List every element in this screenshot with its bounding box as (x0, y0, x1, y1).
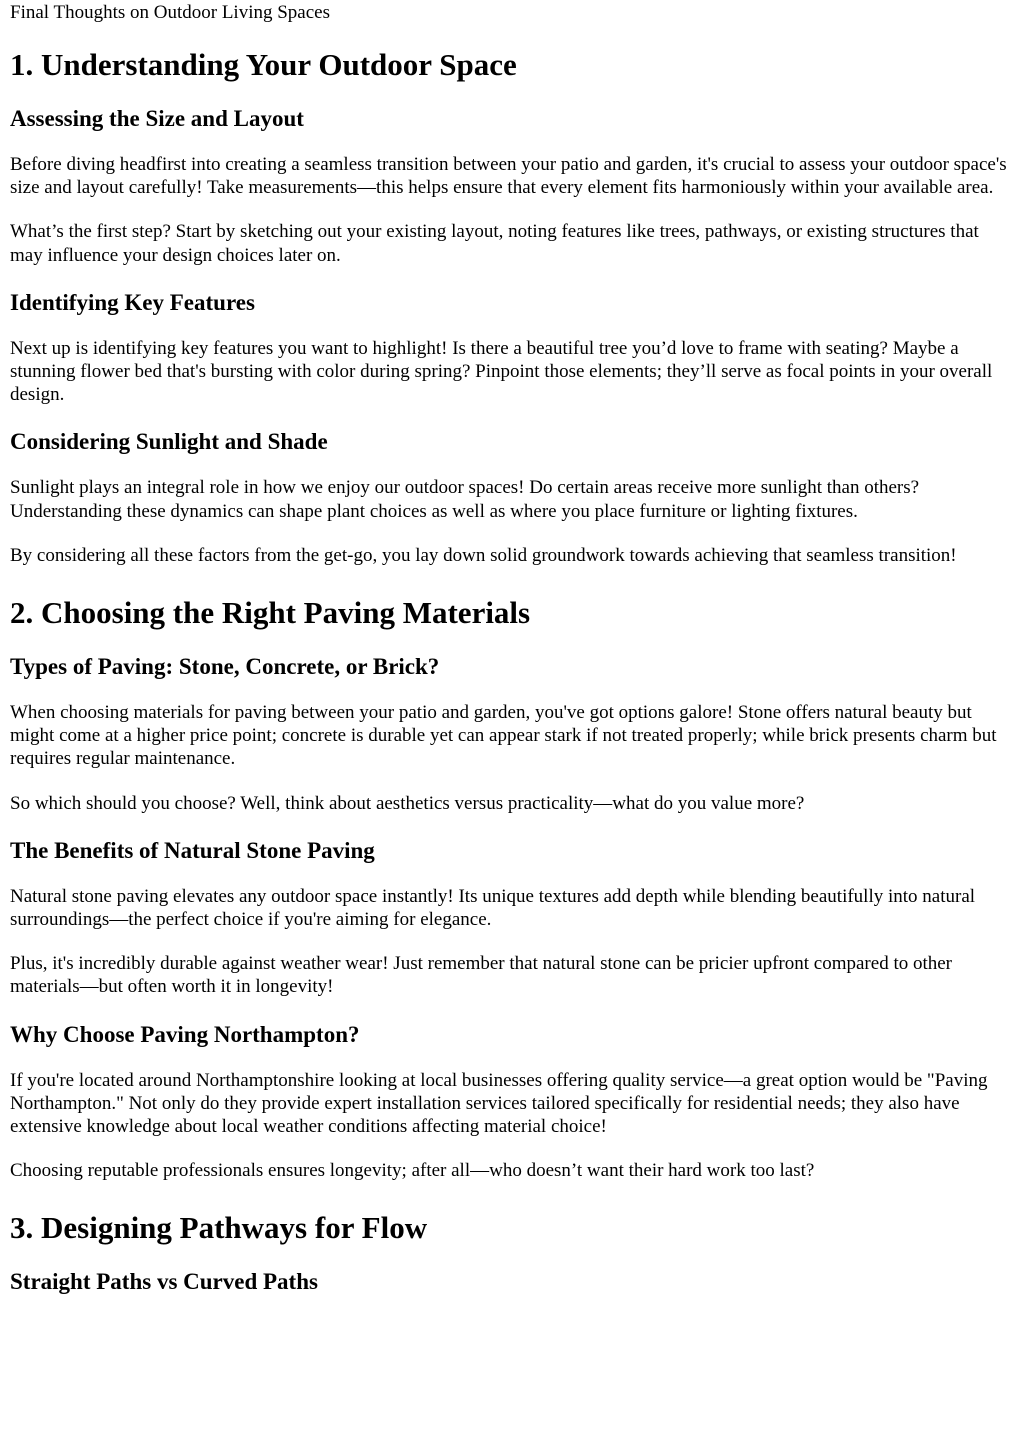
subsection-title-paving-types: Types of Paving: Stone, Concrete, or Brick? (10, 654, 440, 680)
paragraph-paving-types-1: When choosing materials for paving between your patio and garden, you've got options galore! Stone offers natural beauty but might come at a higher price point; concrete is durable yet can appear stark if not treated properly; while brick presents charm but requires regular maintenance. (10, 702, 997, 770)
subsection-title-natural-stone: The Benefits of Natural Stone Paving (10, 837, 375, 863)
paragraph-paving-types-2: So which should you choose? Well, think about aesthetics versus practicality—what do you value more? (10, 792, 805, 814)
subsection-title-paving-northampton: Why Choose Paving Northampton? (10, 1021, 360, 1047)
paragraph-natural-stone-2: Plus, it's incredibly durable against weather wear! Just remember that natural stone can be pricier upfront compared to other materials—but often worth it in longevity! (10, 953, 953, 998)
paragraph-sunlight-shade-1: Sunlight plays an integral role in how we enjoy our outdoor spaces! Do certain areas receive more sunlight than others? Understanding these dynamics can shape plant choices as well as where you place furniture or lighting fixtures. (10, 477, 920, 522)
section-title-pathways: 3. Designing Pathways for Flow (10, 1210, 428, 1246)
subsection-title-paths: Straight Paths vs Curved Paths (10, 1269, 318, 1295)
subsection-title-key-features: Identifying Key Features (10, 289, 255, 315)
section-title-understanding: 1. Understanding Your Outdoor Space (10, 47, 517, 82)
subsection-title-sunlight-shade: Considering Sunlight and Shade (10, 429, 328, 455)
subsection-title-size-layout: Assessing the Size and Layout (10, 106, 304, 131)
section-title-paving-materials: 2. Choosing the Right Paving Materials (10, 595, 531, 631)
top-text: Final Thoughts on Outdoor Living Spaces (10, 2, 330, 23)
paragraph-paving-northampton-1: If you're located around Northamptonshire looking at local businesses offering quality service—a great option would be "Paving Northampton." Not only do they provide expert installation services tailored specifically for residential needs; they also have extensive knowledge about local weather conditions affecting material choice! (10, 1069, 988, 1138)
paragraph-sunlight-shade-2: By considering all these factors from the get-go, you lay down solid groundwork towards achieving that seamless transition! (10, 544, 957, 566)
paragraph-size-layout-2: What’s the first step? Start by sketching out your existing layout, noting features like trees, pathways, or existing structures that may influence your design choices later on. (10, 221, 979, 266)
paragraph-natural-stone-1: Natural stone paving elevates any outdoor space instantly! Its unique textures add depth while blending beautifully into natural surroundings—the perfect choice if you're aiming for elegance. (10, 885, 976, 931)
paragraph-key-features-1: Next up is identifying key features you want to highlight! Is there a beautiful tree you’d love to frame with seating? Maybe a stunning flower bed that's bursting with color during spring? Pinpoint those elements; they’ll serve as focal points in your overall design. (10, 337, 993, 406)
paragraph-size-layout-1: Before diving headfirst into creating a seamless transition between your patio and garden, it's crucial to assess your outdoor space's size and layout carefully! Take measurements—this helps ensure that every element fits harmoniously within your available area. (10, 154, 1007, 199)
paragraph-paving-northampton-2: Choosing reputable professionals ensures longevity; after all—who doesn’t want their hard work too last? (10, 1160, 815, 1182)
